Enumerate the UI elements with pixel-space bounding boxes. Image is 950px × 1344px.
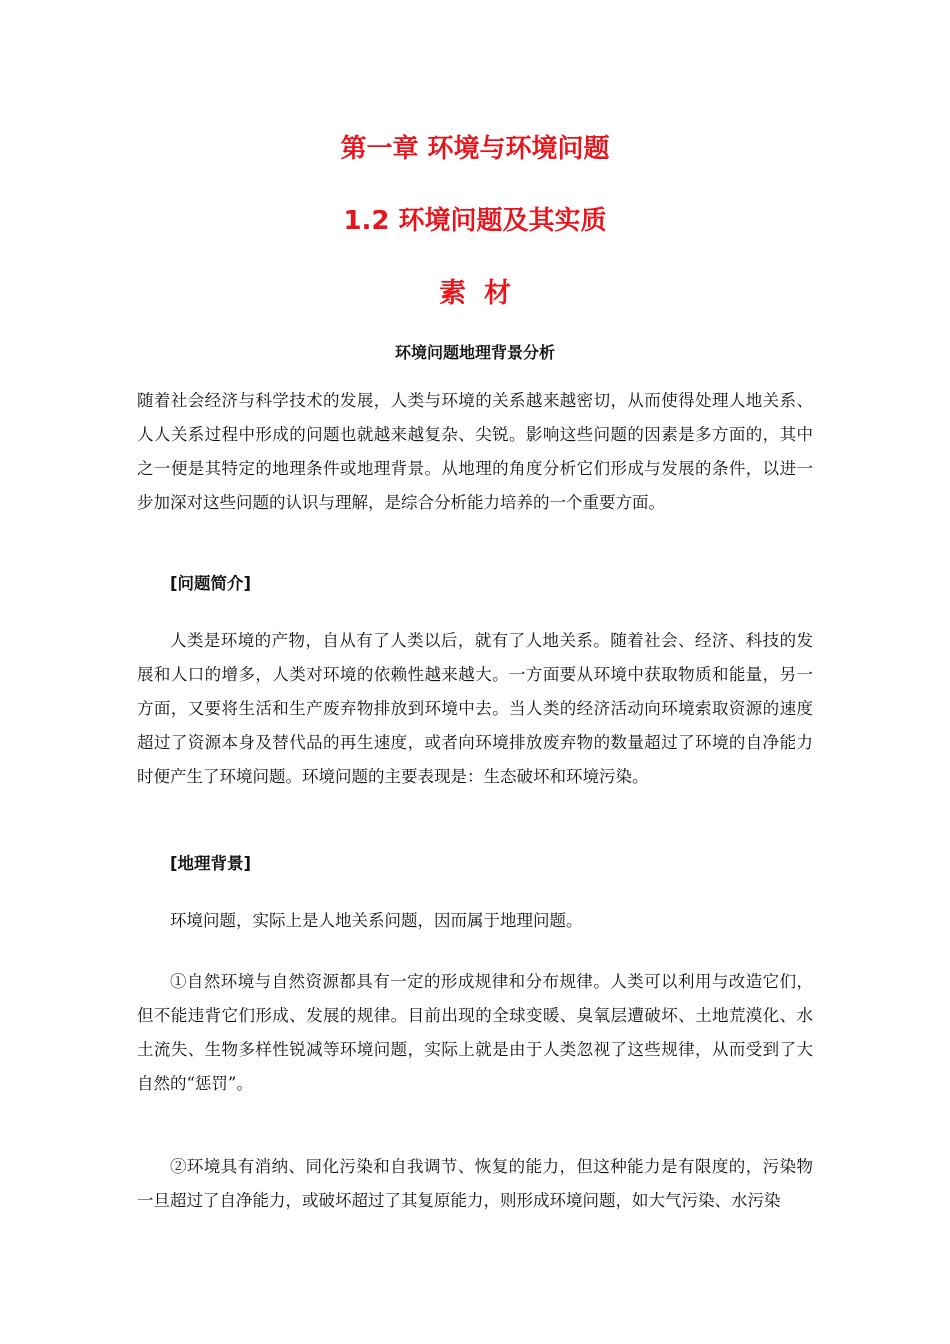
section-title: 1.2 环境问题及其实质	[343, 206, 607, 236]
material-title: 素材	[439, 278, 529, 309]
geo-background-point-1: ①自然环境与自然资源都具有一定的形成规律和分布规律。人类可以利用与改造它们，但不能违背它们形成、发展的规律。目前出现的全球变暖、臭氧层遭破坏、土地荒漠化、水土流失、生物多样性锐减等环境问题，实际上就是由于人类忽视了这些规律，从而受到了大自然的“惩罚”。	[137, 972, 813, 1093]
problem-intro-paragraph: 人类是环境的产物，自从有了人类以后，就有了人地关系。随着社会、经济、科技的发展和人口的增多，人类对环境的依赖性越来越大。一方面要从环境中获取物质和能量，另一方面，又要将生活和生产废弃物排放到环境中去。当人类的经济活动向环境索取资源的速度超过了资源本身及替代品的再生速度，或者向环境排放废弃物的数量超过了环境的自净能力时便产生了环境问题。环境问题的主要表现是：生态破坏和环境污染。	[137, 631, 813, 786]
intro-paragraph: 随着社会经济与科学技术的发展，人类与环境的关系越来越密切，从而使得处理人地关系、人人关系过程中形成的问题也就越来越复杂、尖锐。影响这些问题的因素是多方面的，其中之一便是其特定的地理条件或地理背景。从地理的角度分析它们形成与发展的条件，以进一步加深对这些问题的认识与理解，是综合分析能力培养的一个重要方面。	[137, 391, 813, 512]
article-title: 环境问题地理背景分析	[394, 343, 555, 362]
geo-background-lead: 环境问题，实际上是人地关系问题，因而属于地理问题。	[170, 911, 583, 930]
section-heading-problem-intro: [问题简介]	[170, 574, 252, 593]
chapter-title: 第一章 环境与环境问题	[340, 134, 610, 164]
geo-background-point-2: ②环境具有消纳、同化污染和自我调节、恢复的能力，但这种能力是有限度的，污染物一旦超过了自净能力，或破坏超过了其复原能力，则形成环境问题，如大气污染、水污染	[137, 1157, 813, 1210]
section-heading-geo-background: [地理背景]	[170, 854, 252, 873]
